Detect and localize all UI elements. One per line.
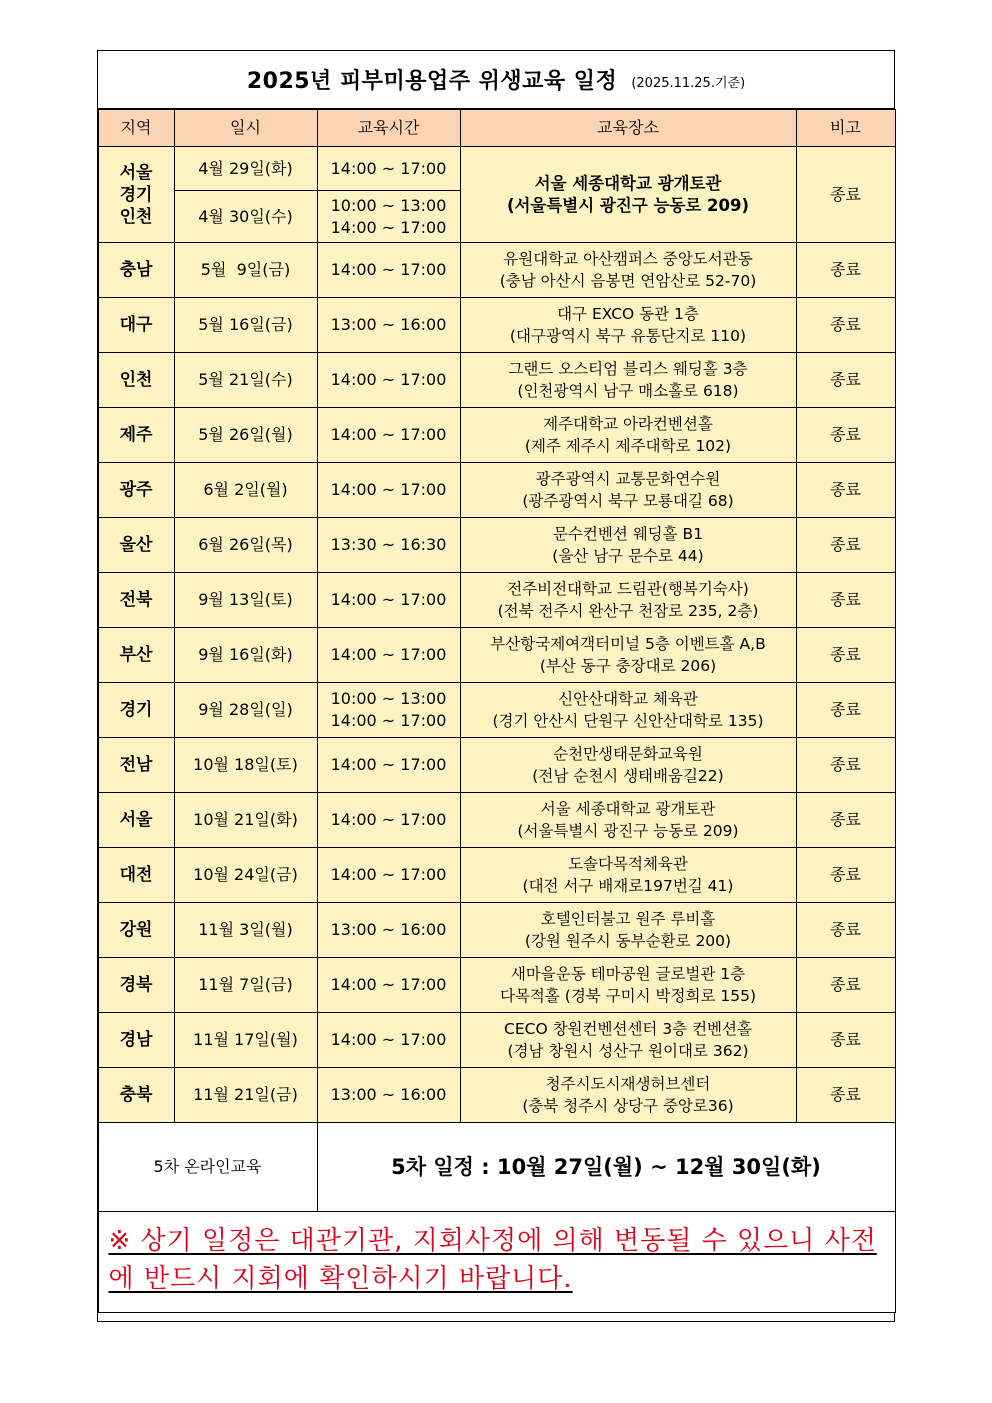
place-cell: 문수컨벤션 웨딩홀 B1 (울산 남구 문수로 44): [460, 518, 796, 573]
table-row: [98, 738, 895, 793]
time-cell: 10:00 ~ 13:00 14:00 ~ 17:00: [317, 683, 460, 738]
time-cell: 13:00 ~ 16:00: [317, 903, 460, 958]
table-row: [98, 408, 895, 463]
table-row: [98, 958, 895, 1013]
time-cell: 14:00 ~ 17:00: [317, 1013, 460, 1068]
date-cell: 6월 26일(목): [174, 518, 317, 573]
region-cell: 인천: [98, 353, 174, 408]
note-cell: 종료: [796, 353, 895, 408]
time-cell: 13:30 ~ 16:30: [317, 518, 460, 573]
table-row: [98, 628, 895, 683]
place-cell: 서울 세종대학교 광개토관 (서울특별시 광진구 능동로 209): [460, 793, 796, 848]
place-cell: 도솔다목적체육관 (대전 서구 배재로197번길 41): [460, 848, 796, 903]
date-cell: 9월 28일(일): [174, 683, 317, 738]
note-cell: 종료: [796, 408, 895, 463]
note-cell: 종료: [796, 573, 895, 628]
place-cell: 서울 세종대학교 광개토관 (서울특별시 광진구 능동로 209): [460, 147, 796, 243]
region-cell: 광주: [98, 463, 174, 518]
header-date: 일시: [174, 110, 317, 147]
header-note: 비고: [796, 110, 895, 147]
note-cell: 종료: [796, 958, 895, 1013]
header-time: 교육시간: [317, 110, 460, 147]
region-cell: 전남: [98, 738, 174, 793]
table-row: [98, 573, 895, 628]
time-cell: 14:00 ~ 17:00: [317, 463, 460, 518]
region-cell: 대구: [98, 298, 174, 353]
place-cell: 신안산대학교 체육관 (경기 안산시 단원구 신안산대학로 135): [460, 683, 796, 738]
region-cell: 충북: [98, 1068, 174, 1123]
place-cell: 호텔인터불고 원주 루비홀 (강원 원주시 동부순환로 200): [460, 903, 796, 958]
table-row: [98, 518, 895, 573]
date-cell: 11월 3일(월): [174, 903, 317, 958]
time-cell: 14:00 ~ 17:00: [317, 628, 460, 683]
date-cell: 5월 9일(금): [174, 243, 317, 298]
date-cell: 9월 16일(화): [174, 628, 317, 683]
note-cell: 종료: [796, 1013, 895, 1068]
date-cell: 6월 2일(월): [174, 463, 317, 518]
region-cell: 울산: [98, 518, 174, 573]
note-cell: 종료: [796, 738, 895, 793]
place-cell: 새마을운동 테마공원 글로벌관 1층 다목적홀 (경북 구미시 박정희로 155): [460, 958, 796, 1013]
note-cell: 종료: [796, 243, 895, 298]
table-row: [98, 1013, 895, 1068]
document-title: 2025년 피부미용업주 위생교육 일정: [246, 69, 618, 94]
reference-date: (2025.11.25.기준): [631, 76, 746, 91]
note-cell: 종료: [796, 1068, 895, 1123]
region-cell: 제주: [98, 408, 174, 463]
date-cell: 5월 16일(금): [174, 298, 317, 353]
date-cell: 5월 26일(월): [174, 408, 317, 463]
header-place: 교육장소: [460, 110, 796, 147]
time-cell: 14:00 ~ 17:00: [317, 573, 460, 628]
online-label: 5차 온라인교육: [98, 1123, 317, 1212]
table-header-row: [98, 110, 895, 147]
online-row: [98, 1123, 895, 1212]
time-cell: 14:00 ~ 17:00: [317, 243, 460, 298]
note-cell: 종료: [796, 463, 895, 518]
region-cell: 전북: [98, 573, 174, 628]
table-row: [98, 1068, 895, 1123]
table-row: [98, 848, 895, 903]
region-cell: 경북: [98, 958, 174, 1013]
note-cell: 종료: [796, 298, 895, 353]
table-row: [98, 463, 895, 518]
region-cell: 서울 경기 인천: [98, 147, 174, 243]
time-cell: 14:00 ~ 17:00: [317, 738, 460, 793]
region-cell: 충남: [98, 243, 174, 298]
place-cell: 순천만생태문화교육원 (전남 순천시 생태배움길22): [460, 738, 796, 793]
region-cell: 부산: [98, 628, 174, 683]
date-cell: 10월 21일(화): [174, 793, 317, 848]
place-cell: 청주시도시재생허브센터 (충북 청주시 상당구 중앙로36): [460, 1068, 796, 1123]
schedule-table: [98, 109, 896, 1313]
date-cell: 11월 21일(금): [174, 1068, 317, 1123]
notice-cell: [98, 1212, 895, 1313]
note-cell: 종료: [796, 903, 895, 958]
date-cell: 10월 18일(토): [174, 738, 317, 793]
notice-text: ※ 상기 일정은 대관기관, 지회사정에 의해 변동될 수 있으니 사전에 반드시 지회에 확인하시기 바랍니다.: [108, 1226, 877, 1294]
time-cell: 14:00 ~ 17:00: [317, 848, 460, 903]
note-cell: 종료: [796, 793, 895, 848]
time-cell: 14:00 ~ 17:00: [317, 793, 460, 848]
table-row: [98, 353, 895, 408]
time-cell: 14:00 ~ 17:00: [317, 958, 460, 1013]
time-cell: 10:00 ~ 13:00 14:00 ~ 17:00: [317, 191, 460, 243]
place-cell: CECO 창원컨벤션센터 3층 컨벤션홀 (경남 창원시 성산구 원이대로 362): [460, 1013, 796, 1068]
date-cell: 11월 17일(월): [174, 1013, 317, 1068]
date-cell: 4월 29일(화): [174, 147, 317, 191]
date-cell: 11월 7일(금): [174, 958, 317, 1013]
date-cell: 5월 21일(수): [174, 353, 317, 408]
note-cell: 종료: [796, 628, 895, 683]
table-row: [98, 903, 895, 958]
online-schedule: 5차 일정 : 10월 27일(월) ~ 12월 30일(화): [317, 1123, 895, 1212]
table-row: [98, 793, 895, 848]
time-cell: 13:00 ~ 16:00: [317, 298, 460, 353]
place-cell: 유원대학교 아산캠퍼스 중앙도서관동 (충남 아산시 음봉면 연암산로 52-70): [460, 243, 796, 298]
place-cell: 대구 EXCO 동관 1층 (대구광역시 북구 유통단지로 110): [460, 298, 796, 353]
note-cell: 종료: [796, 848, 895, 903]
table-row: [98, 147, 895, 191]
date-cell: 4월 30일(수): [174, 191, 317, 243]
note-cell: 종료: [796, 518, 895, 573]
region-cell: 서울: [98, 793, 174, 848]
region-cell: 경기: [98, 683, 174, 738]
document-title-bar: [98, 51, 894, 109]
schedule-document: [97, 50, 895, 1322]
time-cell: 13:00 ~ 16:00: [317, 1068, 460, 1123]
time-cell: 14:00 ~ 17:00: [317, 353, 460, 408]
region-cell: 강원: [98, 903, 174, 958]
region-cell: 대전: [98, 848, 174, 903]
note-cell: 종료: [796, 683, 895, 738]
place-cell: 부산항국제여객터미널 5층 이벤트홀 A,B (부산 동구 충장대로 206): [460, 628, 796, 683]
region-cell: 경남: [98, 1013, 174, 1068]
table-row: [98, 683, 895, 738]
table-row: [98, 243, 895, 298]
time-cell: 14:00 ~ 17:00: [317, 147, 460, 191]
note-cell: 종료: [796, 147, 895, 243]
place-cell: 광주광역시 교통문화연수원 (광주광역시 북구 모룡대길 68): [460, 463, 796, 518]
date-cell: 9월 13일(토): [174, 573, 317, 628]
table-row: [98, 298, 895, 353]
place-cell: 전주비전대학교 드림관(행복기숙사) (전북 전주시 완산구 천잠로 235, 2층): [460, 573, 796, 628]
date-cell: 10월 24일(금): [174, 848, 317, 903]
place-cell: 그랜드 오스티엄 블리스 웨딩홀 3층 (인천광역시 남구 매소홀로 618): [460, 353, 796, 408]
place-cell: 제주대학교 아라컨벤션홀 (제주 제주시 제주대학로 102): [460, 408, 796, 463]
notice-row: [98, 1212, 895, 1313]
time-cell: 14:00 ~ 17:00: [317, 408, 460, 463]
header-region: 지역: [98, 110, 174, 147]
